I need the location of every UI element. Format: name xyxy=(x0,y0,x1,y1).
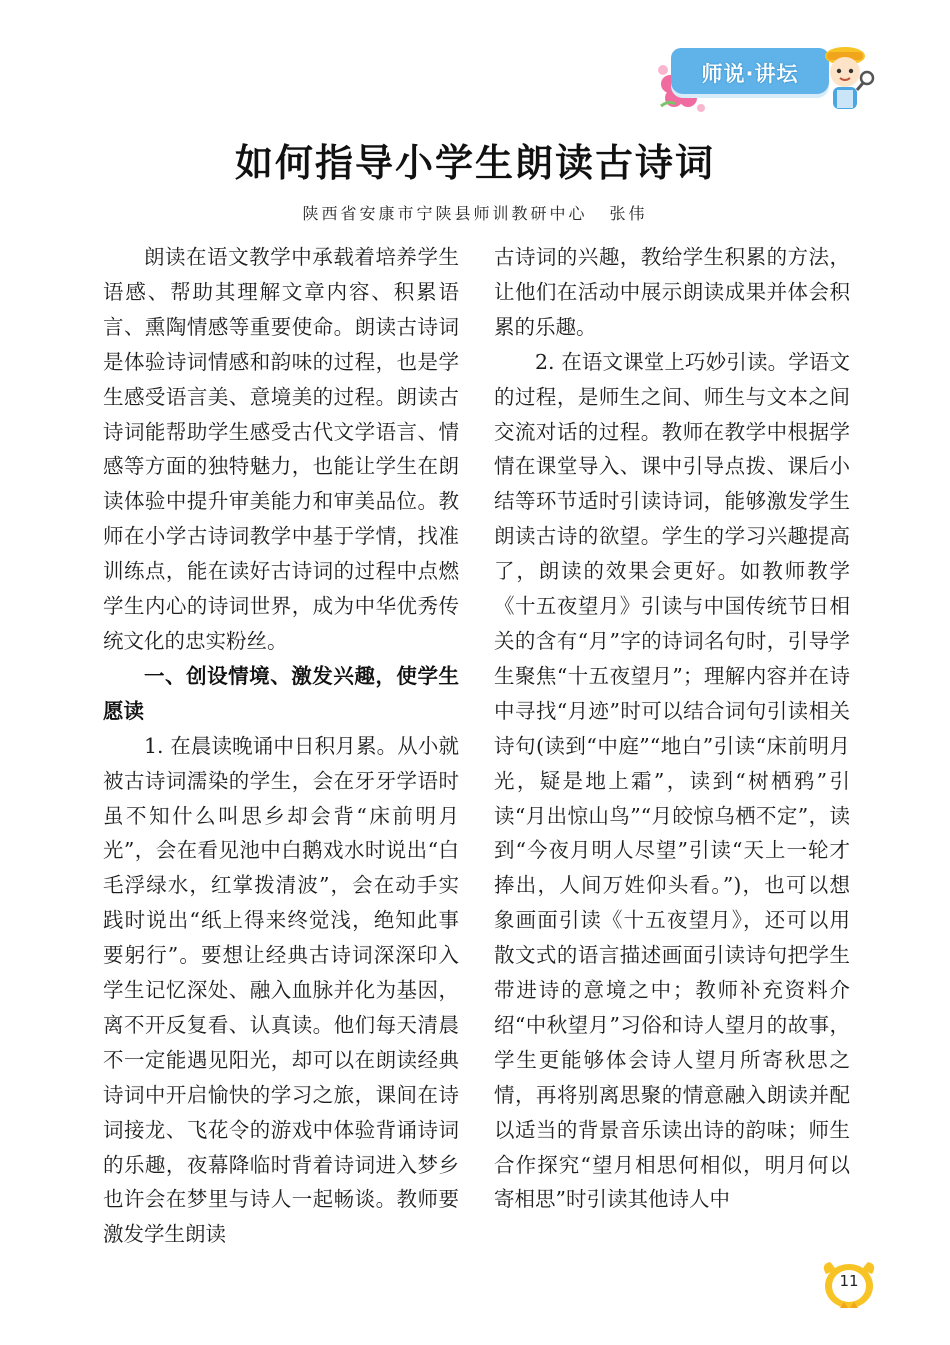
paragraph-1: 1. 在晨读晚诵中日积月累。从小就被古诗词濡染的学生，会在牙牙学语时虽不知什么叫思乡却会背“床前明月光”，会在看见池中白鹅戏水时说出“白毛浮绿水，红掌拨清波”，会在动手实践时说出“纸上得来终觉浅，绝知此事要躬行”。要想让经典古诗词深深印入学生记忆深处、融入血脉并化为基因，离不开反复看、认真读。他们每天清晨不一定能遇见阳光，却可以在朗读经典诗词中开启愉快的学习之旅，课间在诗词接龙、飞花令的游戏中体验背诵诗词的乐趣，夜幕降临时背着诗词进入梦乡也许会在梦里与诗人一起畅谈。教师要激发学生朗读 xyxy=(103,733,459,1247)
section-heading-1: 一、创设情境、激发兴趣，使学生愿读 xyxy=(103,663,459,723)
author-affiliation: 陕西省安康市宁陕县师训教研中心 xyxy=(302,204,588,223)
right-column xyxy=(494,240,850,1217)
paragraph-2: 2. 在语文课堂上巧妙引读。学语文的过程，是师生之间、师生与文本之间交流对话的过程。教师在教学中根据学情在课堂导入、课中引导点拨、课后小结等环节适时引读诗词，能够激发学生朗读古诗的欲望。学生的学习兴趣提高了，朗读的效果会更好。如教师教学《十五夜望月》引读与中国传统节日相关的含有“月”字的诗词名句时，引导学生聚焦“十五夜望月”；理解内容并在诗中寻找“月迹”时可以结合词句引读相关诗句(读到“中庭”“地白”引读“床前明月光，疑是地上霜”，读到“树栖鸦”引读“月出惊山鸟”“月皎惊乌栖不定”，读到“今夜月明人尽望”引读“天上一轮才捧出，人间万姓仰头看。”)，也可以想象画面引读《十五夜望月》，还可以用散文式的语言描述画面引读诗句把学生带进诗的意境之中；教师补充资料介绍“中秋望月”习俗和诗人望月的故事，学生更能够体会诗人望月所寄秋思之情，再将别离思聚的情意融入朗读并配以适当的背景音乐读出诗的韵味；师生合作探究“望月相思何相似，明月何以寄相思”时引读其他诗人中 xyxy=(494,349,850,1212)
author-name: 张伟 xyxy=(609,204,648,223)
intro-paragraph: 朗读在语文教学中承载着培养学生语感、帮助其理解文章内容、积累语言、熏陶情感等重要使命。朗读古诗词是体验诗词情感和韵味的过程，也是学生感受语言美、意境美的过程。朗读古诗词能帮助学生感受古代文学语言、情感等方面的独特魅力，也能让学生在朗读体验中提升审美能力和审美品位。教师在小学古诗词教学中基于学情，找准训练点，能在读好古诗词的过程中点燃学生内心的诗词世界，成为中华优秀传统文化的忠实粉丝。 xyxy=(103,245,459,653)
badge-label: 师说·讲坛 xyxy=(701,62,799,86)
article-title: 如何指导小学生朗读古诗词 xyxy=(234,141,715,185)
page-number: 11 xyxy=(839,1272,859,1290)
author-line xyxy=(0,201,950,224)
section-badge xyxy=(655,40,880,118)
page-number-badge xyxy=(818,1256,880,1312)
left-column xyxy=(103,240,459,1252)
paragraph-1-continued: 古诗词的兴趣，教给学生积累的方法，让他们在活动中展示朗读成果并体会积累的乐趣。 xyxy=(494,245,850,339)
child-mascot-icon xyxy=(815,42,877,116)
